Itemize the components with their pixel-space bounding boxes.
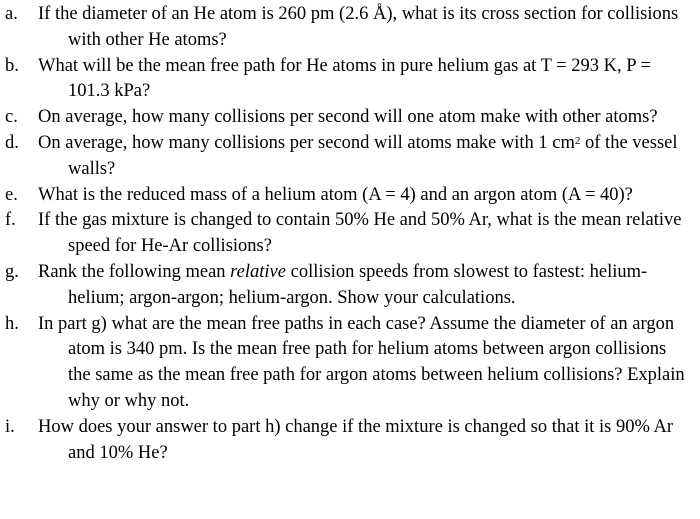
question-item	[0, 260, 700, 312]
question-item	[0, 208, 700, 260]
question-text-run: Rank the following mean	[38, 261, 231, 282]
question-text-run: On average, how many collisions per second will atoms make with 1 cm	[38, 132, 575, 153]
question-text-run: If the diameter of an He atom is 260 pm (2.6 Å), what is its cross section for collisions with other He atoms?	[38, 4, 679, 50]
question-letter: f.	[5, 210, 16, 231]
question-letter: e.	[5, 184, 18, 205]
question-text-run: What will be the mean free path for He atoms in pure helium gas at T = 293 K, P = 101.3 kPa?	[38, 55, 651, 102]
question-text-run: If the gas mixture is changed to contain 50% He and 50% Ar, what is the mean relative speed for He-Ar collisions?	[38, 210, 682, 257]
question-text	[38, 312, 693, 415]
question-item	[0, 131, 700, 183]
question-text-run: How does your answer to part h) change if the mixture is changed so that it is 90% Ar and 10% He?	[38, 416, 674, 463]
emphasized-text: relative	[230, 261, 286, 282]
question-item	[0, 54, 700, 106]
question-text	[38, 208, 693, 260]
superscript: 2	[574, 134, 581, 147]
question-text	[38, 54, 693, 106]
question-text	[38, 183, 693, 209]
question-text-run: What is the reduced mass of a helium atom (A = 4) and an argon atom (A = 40)?	[38, 184, 633, 205]
question-text	[38, 415, 693, 467]
question-text	[38, 131, 693, 183]
question-text-run: On average, how many collisions per second will one atom make with other atoms?	[38, 107, 658, 128]
question-text	[38, 2, 693, 54]
question-letter: i.	[5, 416, 15, 437]
question-item	[0, 415, 700, 467]
question-item	[0, 312, 700, 415]
question-item	[0, 105, 700, 131]
question-letter: d.	[5, 132, 19, 153]
question-text-run: collision speeds from slowest to fastest: helium-helium; argon-argon; helium-argon. Show your calculations.	[68, 261, 648, 308]
question-text-run: In part g) what are the mean free paths in each case? Assume the diameter of an argon atom is 340 pm. Is the mean free path for helium atoms between argon collisions the same as the mean free path for argon atoms between helium collisions? Explain why or why not.	[38, 313, 685, 411]
question-letter: g.	[5, 261, 19, 282]
question-letter: b.	[5, 55, 19, 76]
question-text	[38, 105, 693, 131]
question-item	[0, 183, 700, 209]
question-text-run: of the vessel walls?	[68, 132, 678, 179]
question-letter: h.	[5, 313, 19, 334]
question-letter: a.	[5, 4, 18, 24]
question-text	[38, 260, 693, 312]
question-item	[0, 2, 700, 54]
question-letter: c.	[5, 107, 18, 128]
